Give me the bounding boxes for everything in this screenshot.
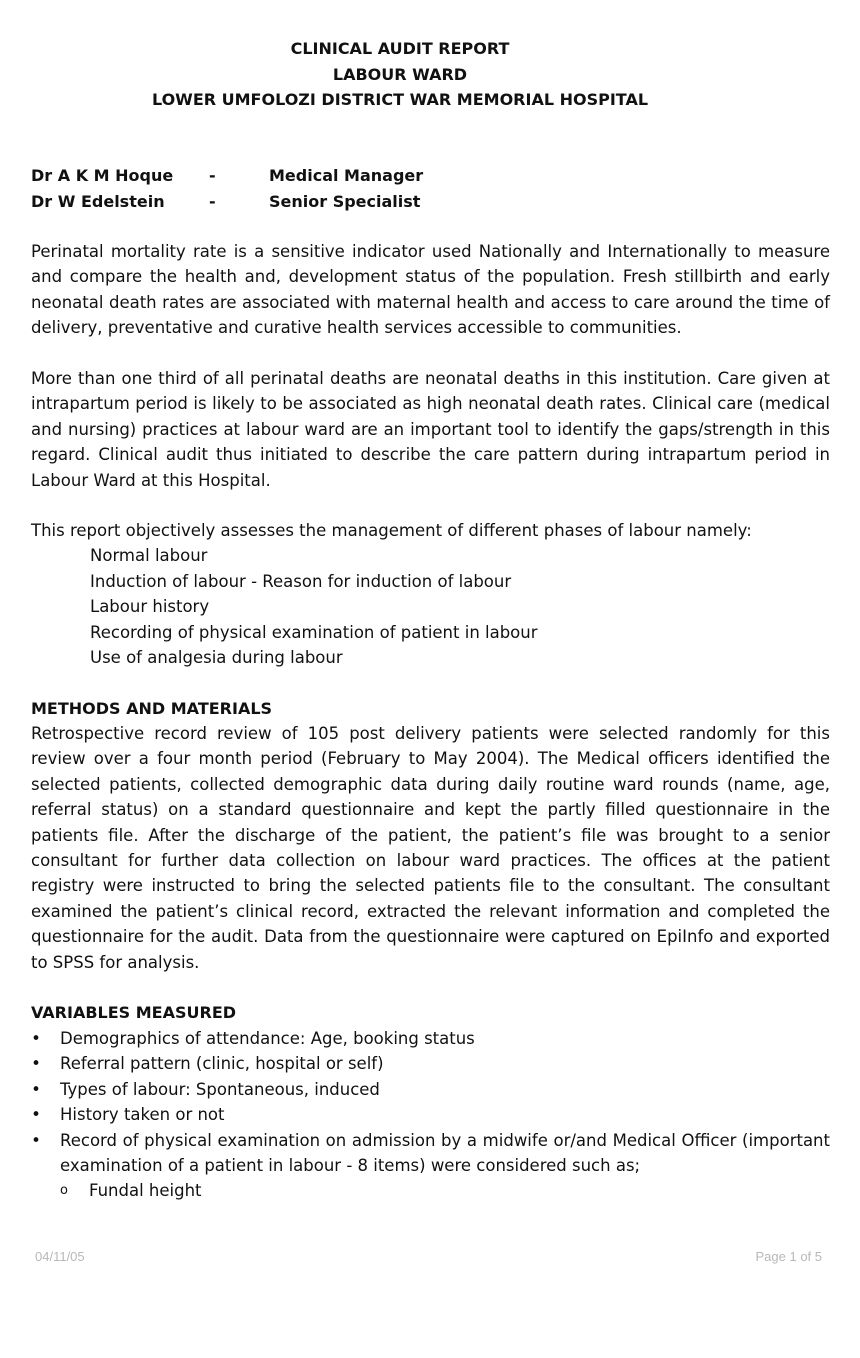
- list-item: [31, 1026, 830, 1051]
- methods-heading: METHODS AND MATERIALS: [31, 699, 273, 718]
- list-item: Recording of physical examination of patient in labour: [90, 622, 538, 642]
- report-title: [0, 36, 800, 113]
- author-role: Medical Manager: [269, 166, 424, 185]
- list-item: [31, 1051, 830, 1076]
- list-item-text: History taken or not: [60, 1105, 225, 1125]
- list-item-text: Referral pattern (clinic, hospital or self): [60, 1054, 384, 1074]
- list-item: Use of analgesia during labour: [90, 648, 343, 668]
- list-item: Normal labour: [90, 546, 208, 566]
- list-item-text: Demographics of attendance: Age, booking status: [60, 1029, 475, 1048]
- intro-paragraph-2: More than one third of all perinatal deaths are neonatal deaths in this institution. Care given at intrapartum period is likely to be associated as high neonatal death rates. Clinical care (medical and nursing) practices at labour ward are an important tool to identify the gaps/strength in this regard. Clinical audit thus initiated to describe the care pattern during intrapartum period in Labour Ward at this Hospital.: [31, 369, 830, 490]
- author-list: [31, 163, 423, 214]
- author-dash: -: [209, 191, 216, 211]
- list-item: [31, 1128, 830, 1204]
- bullet-icon: •: [31, 1029, 41, 1048]
- list-item: Induction of labour - Reason for induction of labour: [90, 571, 512, 591]
- author-dash: -: [209, 166, 216, 185]
- variables-list: [31, 1026, 830, 1204]
- objectives-list: [31, 543, 830, 670]
- author-row: [31, 163, 423, 189]
- author-name: Dr W Edelstein: [31, 191, 165, 211]
- list-item: Labour history: [90, 597, 210, 617]
- title-line-2: LABOUR WARD: [332, 64, 468, 84]
- objectives-lead: This report objectively assesses the management of different phases of labour namely:: [31, 521, 752, 540]
- list-item-text: Types of labour: Spontaneous, induced: [60, 1079, 380, 1099]
- variables-heading: VARIABLES MEASURED: [31, 1003, 237, 1022]
- bullet-icon: •: [31, 1079, 41, 1099]
- author-role: Senior Specialist: [269, 191, 421, 211]
- objectives-block: [31, 518, 830, 670]
- footer-date: 04/11/05: [35, 1249, 85, 1264]
- methods-paragraph: Retrospective record review of 105 post delivery patients were selected randomly for this review over a four month period (February to May 2004). The Medical officers identified the selected patients, collected demographic data during daily routine ward rounds (name, age, referral status) on a standard questionnaire and kept the partly filled questionnaire in the patients file. After the discharge of the patient, the patient’s file was brought to a senior consultant for further data collection on labour ward practices. The offices at the patient registry were instructed to bring the selected patients file to the consultant. The consultant examined the patient’s clinical record, extracted the relevant information and completed the questionnaire for the audit. Data from the questionnaire were captured on EpiInfo and exported to SPSS for analysis.: [31, 724, 830, 972]
- circle-bullet-icon: o: [60, 1183, 68, 1199]
- sub-list: [60, 1178, 830, 1203]
- sub-list-item-text: Fundal height: [89, 1181, 202, 1201]
- footer-page-number: Page 1 of 5: [755, 1249, 822, 1264]
- bullet-icon: •: [31, 1105, 41, 1125]
- list-item: [31, 1077, 830, 1102]
- author-row: [31, 189, 423, 215]
- bullet-icon: •: [31, 1130, 41, 1150]
- author-name: Dr A K M Hoque: [31, 166, 174, 185]
- bullet-icon: •: [31, 1054, 41, 1074]
- intro-paragraph-1: Perinatal mortality rate is a sensitive indicator used Nationally and Internationally to measure and compare the health and, development status of the population. Fresh stillbirth and early neonatal death rates are associated with maternal health and access to care around the time of delivery, preventative and curative health services accessible to communities.: [31, 242, 830, 338]
- sub-list-item: [60, 1178, 830, 1203]
- list-item-text: Record of physical examination on admission by a midwife or/and Medical Officer (important examination of a patient in labour - 8 items) were considered such as;: [60, 1130, 830, 1176]
- list-item: [31, 1102, 830, 1127]
- title-line-1: CLINICAL AUDIT REPORT: [290, 39, 510, 58]
- title-line-3: LOWER UMFOLOZI DISTRICT WAR MEMORIAL HOSPITAL: [151, 90, 649, 109]
